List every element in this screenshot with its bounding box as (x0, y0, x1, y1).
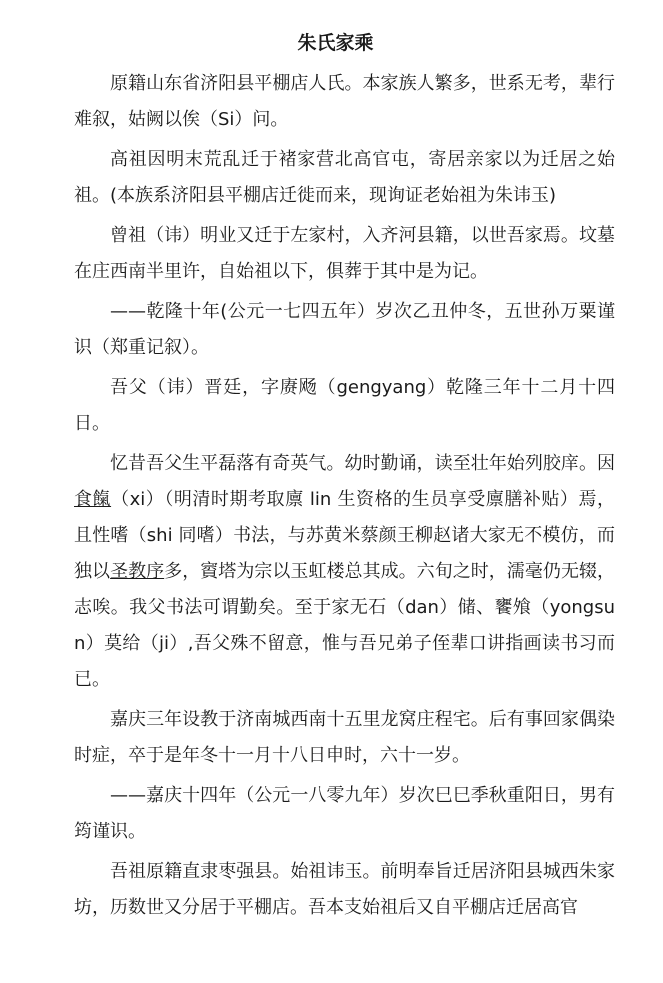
document-title: 朱氏家乘 (297, 32, 374, 54)
paragraph-great-great-grandfather: 高祖因明末荒乱迁于褚家营北高官屯，寄居亲家以为迁居之始祖。(本族系济阳县平棚店迁徙而来，现询证老始祖为朱讳玉) (74, 149, 615, 206)
paragraph-father-name: 吾父（讳）晋廷，字赓飏（gengyang）乾隆三年十二月十四日。 (74, 377, 615, 434)
paragraph-father-calligraphy (74, 446, 615, 698)
paragraph-qianlong-signature: ——乾隆十年(公元一七四五年）岁次乙丑仲冬，五世孙万粟谨识（郑重记叙）。 (74, 301, 615, 358)
text-segment: 多，賨塔为宗以玉虹楼总其成。六旬之时，濡毫仍无辍，志唉。我父书法可谓勤矣。至于家无石（dan）储、饔飧（yongsun）莫给（ji）,吾父殊不留意，惟与吾兄弟子侄辈口讲指画读书习而已。 (74, 561, 616, 690)
paragraph-grandfather-origin: 吾祖原籍直隶枣强县。始祖讳玉。前明奉旨迁居济阳县城西朱家坊，历数世又分居于平棚店。吾本支始祖后又自平棚店迁居高官 (74, 861, 615, 918)
paragraph-jiaqing-teaching: 嘉庆三年设教于济南城西南十五里龙窝庄程宅。后有事回家偶染时症，卒于是年冬十一月十八日申时，六十一岁。 (74, 709, 615, 766)
paragraph-great-grandfather: 曾祖（讳）明业又迁于左家村，入齐河县籍，以世吾家焉。坟墓在庄西南半里许，自始祖以下，俱葬于其中是为记。 (74, 225, 615, 282)
text-segment: （xi）（明清时期考取廪 lin 生资格的生员享受廪膳补贴）焉，且性嗜（shi 同嗜）书法，与苏黄米蔡颜王柳赵诸大家无不模仿，而独以 (74, 489, 615, 582)
text-segment: 忆昔吾父生平磊落有奇英气。幼时勤诵，读至壮年始列胶庠。因 (110, 453, 615, 474)
underlined-term-shengjiaoxu: 圣教序 (110, 561, 165, 582)
paragraph-origin: 原籍山东省济阳县平棚店人氏。本家族人繁多，世系无考，辈行难叙，姑阙以俟（Si）问。 (74, 73, 615, 130)
paragraph-jiaqing-signature: ——嘉庆十四年（公元一八零九年）岁次巳巳季秋重阳日，男有筠谨识。 (74, 785, 615, 842)
underlined-term-shixi: 食餼 (74, 489, 112, 510)
